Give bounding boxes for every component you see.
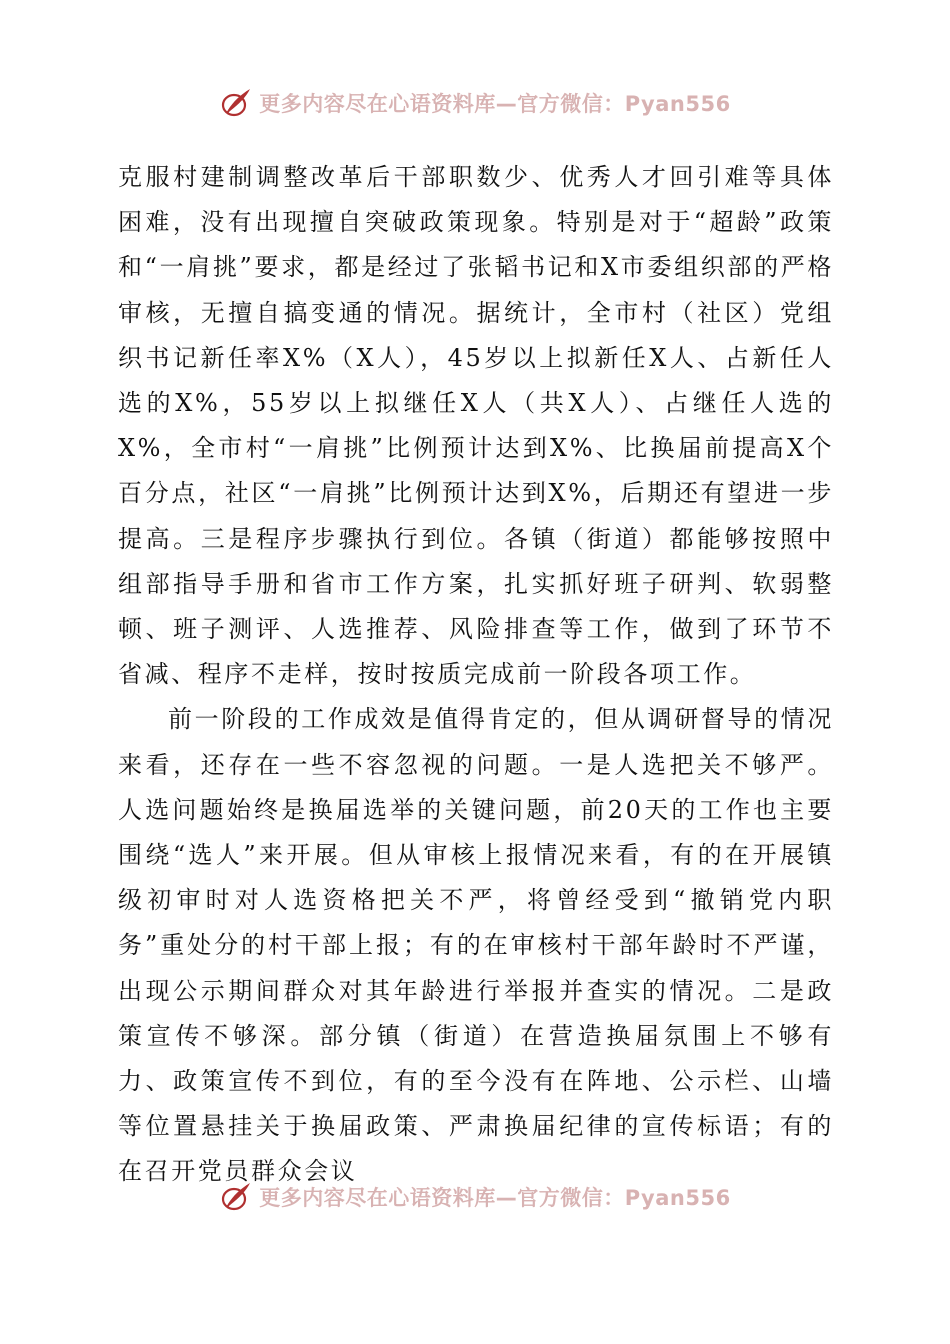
header-watermark-banner <box>0 83 950 123</box>
footer-watermark-banner <box>0 1177 950 1217</box>
document-body <box>118 155 834 1195</box>
watermark-text: 更多内容尽在心语资料库—官方微信：Pyan556 <box>259 1186 731 1210</box>
paragraph: 克服村建制调整改革后干部职数少、优秀人才回引难等具体困难，没有出现擅自突破政策现象。特别是对于“超龄”政策和“一肩挑”要求，都是经过了张韬书记和X市委组织部的严格审核，无擅自搞变通的情况。据统计，全市村（社区）党组织书记新任率X%（X人），45岁以上拟新任X人、占新任人选的X%，55岁以上拟继任X人（共X人）、占继任人选的X%，全市村“一肩挑”比例预计达到X%、比换届前提高X个百分点，社区“一肩挑”比例预计达到X%，后期还有望进一步提高。三是程序步骤执行到位。各镇（街道）都能够按照中组部指导手册和省市工作方案，扎实抓好班子研判、软弱整顿、班子测评、人选推荐、风险排查等工作，做到了环节不省减、程序不走样，按时按质完成前一阶段各项工作。 <box>118 163 834 689</box>
quill-logo-icon <box>219 86 253 120</box>
quill-logo-icon <box>219 1180 253 1214</box>
watermark-text: 更多内容尽在心语资料库—官方微信：Pyan556 <box>259 92 731 116</box>
paragraph: 前一阶段的工作成效是值得肯定的，但从调研督导的情况来看，还存在一些不容忽视的问题。一是人选把关不够严。人选问题始终是换届选举的关键问题，前20天的工作也主要围绕“选人”来开展。但从审核上报情况来看，有的在开展镇级初审时对人选资格把关不严，将曾经受到“撤销党内职务”重处分的村干部上报；有的在审核村干部年龄时不严谨，出现公示期间群众对其年龄进行举报并查实的情况。二是政策宣传不够深。部分镇（街道）在营造换届氛围上不够有力、政策宣传不到位，有的至今没有在阵地、公示栏、山墙等位置悬挂关于换届政策、严肃换届纪律的宣传标语；有的在召开党员群众会议 <box>118 705 834 1186</box>
